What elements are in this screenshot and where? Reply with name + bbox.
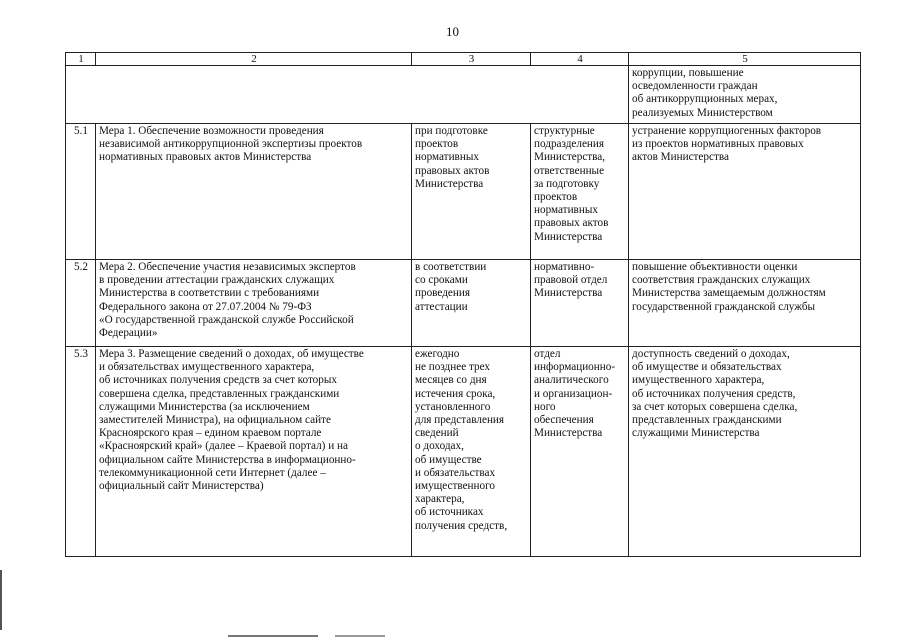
- header-col-5: 5: [629, 53, 861, 66]
- measure-cell: Мера 3. Размещение сведений о доходах, об имуществе и обязательствах имущественного характера, об источниках получения средств за счет которых совершена сделка, представленных гражданскими служащими Министерства (за исключением заместителей Министра), на официальном сайте Красноярского края – едином краевом портале «Красноярский край» (далее – Краевой портал) и на официальном сайте Министерства в информационно- телекоммуникационной сети Интернет (далее – официальный сайт Министерства): [96, 347, 412, 557]
- continuation-row: [66, 66, 861, 124]
- row-number: 5.3: [66, 347, 96, 557]
- executor-cell: структурные подразделения Министерства, ответственные за подготовку проектов нормативных правовых актов Министерства: [531, 124, 629, 260]
- continuation-result-cell: коррупции, повышение осведомленности граждан об антикоррупционных мерах, реализуемых Министерством: [629, 66, 861, 124]
- row-number: 5.1: [66, 124, 96, 260]
- page-number: 10: [446, 24, 459, 39]
- header-col-3: 3: [412, 53, 531, 66]
- deadline-cell: в соответствии со сроками проведения аттестации: [412, 260, 531, 347]
- executor-cell: отдел информационно- аналитического и организацион- ного обеспечения Министерства: [531, 347, 629, 557]
- table-row: [66, 347, 861, 557]
- result-cell: доступность сведений о доходах, об имуществе и обязательствах имущественного характера, об источниках получения средств, за счет которых совершена сделка, представленных гражданскими служащими Министерства: [629, 347, 861, 557]
- scan-edge-mark: [0, 570, 2, 630]
- measure-cell: Мера 2. Обеспечение участия независимых экспертов в проведении аттестации гражданских служащих Министерства в соответствии с требованиями Федерального закона от 27.07.2004 № 79-ФЗ «О государственной гражданской службе Российской Федерации»: [96, 260, 412, 347]
- result-cell: повышение объективности оценки соответствия гражданских служащих Министерства замещаемым должностям государственной гражданской службы: [629, 260, 861, 347]
- header-col-4: 4: [531, 53, 629, 66]
- header-row: [66, 53, 861, 66]
- header-col-1: 1: [66, 53, 96, 66]
- table-row: [66, 260, 861, 347]
- measure-cell: Мера 1. Обеспечение возможности проведения независимой антикоррупционной экспертизы проектов нормативных правовых актов Министерства: [96, 124, 412, 260]
- measures-table: [65, 52, 861, 557]
- executor-cell: нормативно- правовой отдел Министерства: [531, 260, 629, 347]
- deadline-cell: ежегодно не позднее трех месяцев со дня истечения срока, установленного для представления сведений о доходах, об имуществе и обязательствах имущественного характера, об источниках получения средств,: [412, 347, 531, 557]
- footer-rule-secondary: [335, 635, 385, 637]
- table-row: [66, 124, 861, 260]
- footer-rule: [228, 635, 318, 637]
- result-cell: устранение коррупциогенных факторов из проектов нормативных правовых актов Министерства: [629, 124, 861, 260]
- continuation-empty-cell: [66, 66, 629, 124]
- row-number: 5.2: [66, 260, 96, 347]
- header-col-2: 2: [96, 53, 412, 66]
- deadline-cell: при подготовке проектов нормативных правовых актов Министерства: [412, 124, 531, 260]
